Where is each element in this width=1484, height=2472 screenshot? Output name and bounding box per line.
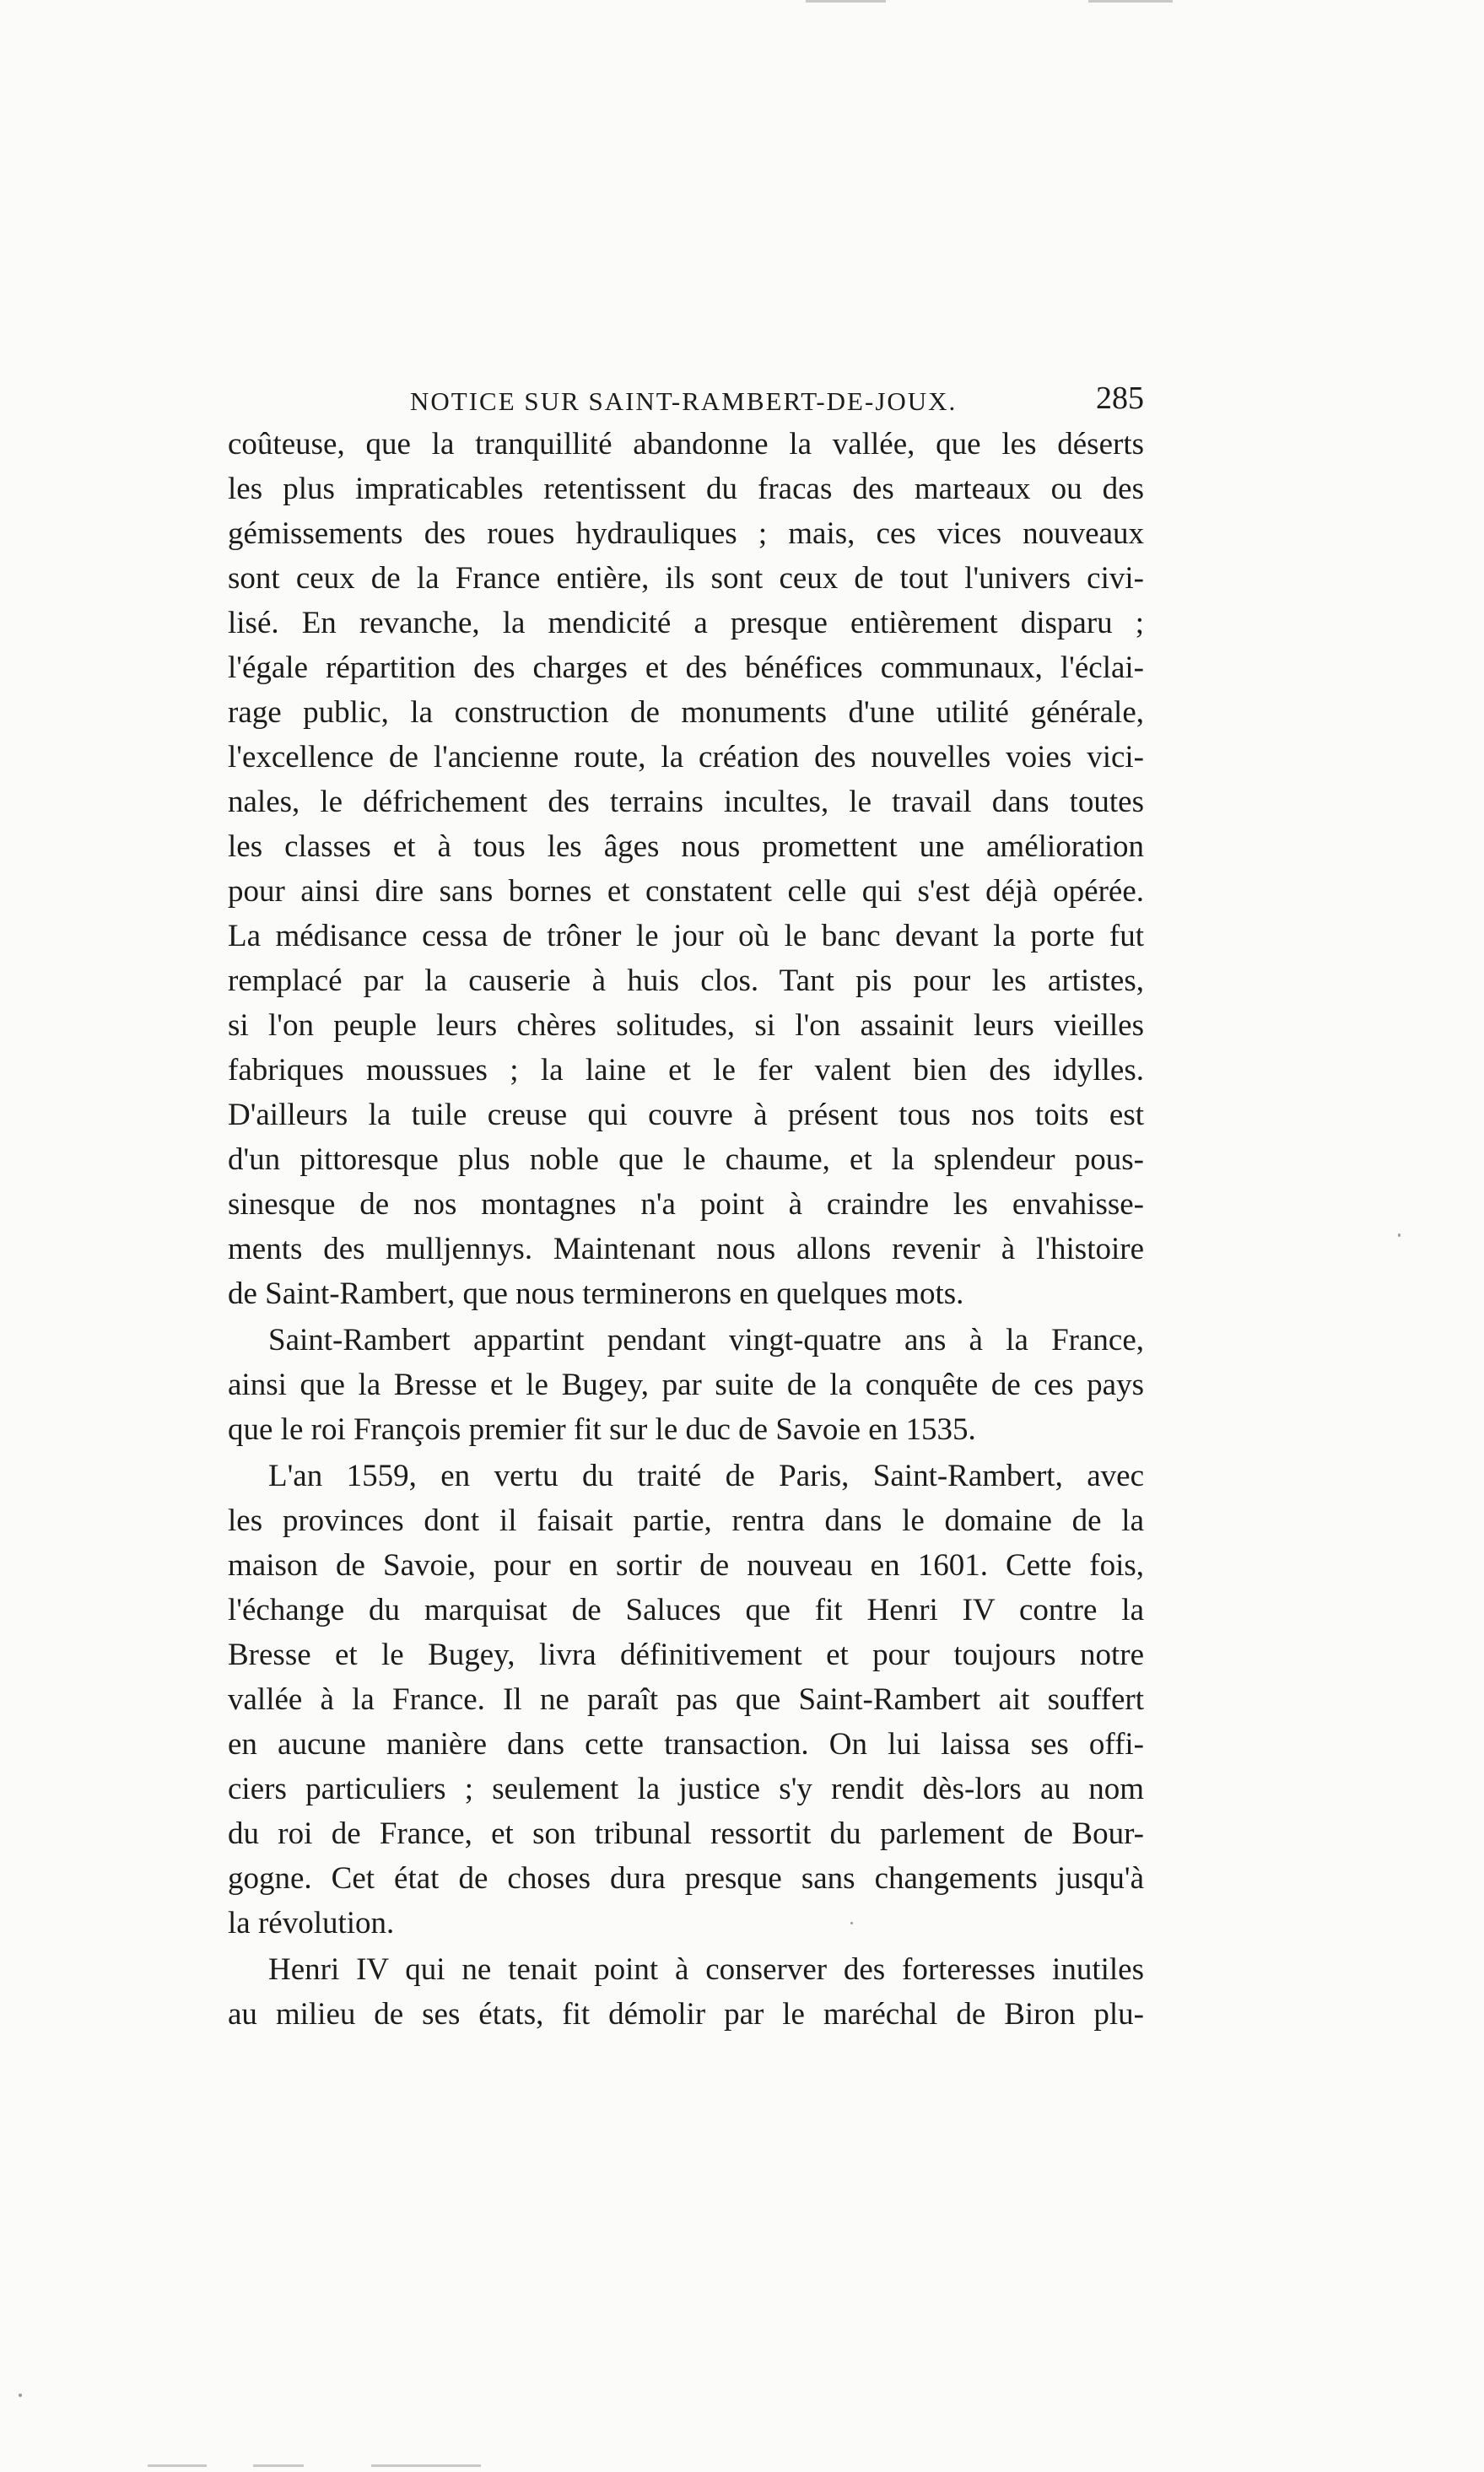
text-line: fabriques moussues ; la laine et le fer valent bien des idylles.	[228, 1053, 1144, 1088]
text-line: vallée à la France. Il ne paraît pas que Saint-Rambert ait souffert	[228, 1682, 1144, 1717]
text-line: en aucune manière dans cette transaction. On lui laissa ses offi-	[228, 1727, 1144, 1762]
running-head	[228, 380, 1144, 422]
text-line: Henri IV qui ne tenait point à conserver des forteresses inutiles	[268, 1952, 1144, 1987]
text-line: nales, le défrichement des terrains incultes, le travail dans toutes	[228, 785, 1144, 819]
text-line: l'échange du marquisat de Saluces que fit Henri IV contre la	[228, 1593, 1144, 1627]
running-title: NOTICE SUR SAINT-RAMBERT-DE-JOUX.	[410, 386, 958, 416]
text-line: les classes et à tous les âges nous promettent une amélioration	[228, 829, 1144, 864]
scan-edge-mark-top-1	[806, 0, 886, 3]
text-line: sinesque de nos montagnes n'a point à craindre les envahisse-	[228, 1187, 1144, 1222]
text-line: d'un pittoresque plus noble que le chaume, et la splendeur pous-	[228, 1142, 1144, 1177]
scan-edge-mark-top-2	[1088, 0, 1173, 3]
scan-edge-mark-bottom-1	[148, 2464, 207, 2467]
text-line: D'ailleurs la tuile creuse qui couvre à présent tous nos toits est	[228, 1098, 1144, 1132]
text-line: gémissements des roues hydrauliques ; mais, ces vices nouveaux	[228, 516, 1144, 551]
text-line: ainsi que la Bresse et le Bugey, par suite de la conquête de ces pays	[228, 1368, 1144, 1402]
text-line: lisé. En revanche, la mendicité a presque entièrement disparu ;	[228, 606, 1144, 640]
text-line: ments des mulljennys. Maintenant nous allons revenir à l'histoire	[228, 1232, 1144, 1266]
paragraph	[228, 1454, 1144, 1946]
paragraph	[228, 1947, 1144, 2037]
text-line: coûteuse, que la tranquillité abandonne la vallée, que les déserts	[228, 427, 1144, 461]
body-text	[228, 422, 1144, 2037]
text-line: que le roi François premier fit sur le duc de Savoie en 1535.	[228, 1412, 976, 1447]
paragraph	[228, 1318, 1144, 1452]
text-line: sont ceux de la France entière, ils sont ceux de tout l'univers civi-	[228, 561, 1144, 596]
text-line: la révolution.	[228, 1906, 395, 1940]
text-line: ciers particuliers ; seulement la justice s'y rendit dès-lors au nom	[228, 1772, 1144, 1806]
text-line: La médisance cessa de trôner le jour où le banc devant la porte fut	[228, 919, 1144, 953]
text-line: si l'on peuple leurs chères solitudes, si l'on assainit leurs vieilles	[228, 1008, 1144, 1043]
text-line: L'an 1559, en vertu du traité de Paris, Saint-Rambert, avec	[268, 1459, 1144, 1493]
text-line: Bresse et le Bugey, livra définitivement et pour toujours notre	[228, 1638, 1144, 1672]
scan-speck	[1398, 1233, 1400, 1237]
text-line: de Saint-Rambert, que nous terminerons en quelques mots.	[228, 1276, 964, 1311]
text-line: les provinces dont il faisait partie, rentra dans le domaine de la	[228, 1503, 1144, 1538]
text-line: maison de Savoie, pour en sortir de nouveau en 1601. Cette fois,	[228, 1548, 1144, 1583]
scan-speck	[19, 2394, 22, 2397]
text-line: rage public, la construction de monuments d'une utilité générale,	[228, 695, 1144, 730]
text-line: l'excellence de l'ancienne route, la création des nouvelles voies vici-	[228, 740, 1144, 775]
text-line: remplacé par la causerie à huis clos. Tant pis pour les artistes,	[228, 963, 1144, 998]
scan-edge-mark-bottom-3	[371, 2464, 481, 2467]
paragraph	[228, 422, 1144, 1316]
book-page	[228, 380, 1144, 2037]
text-line: gogne. Cet état de choses dura presque sans changements jusqu'à	[228, 1861, 1144, 1896]
text-line: Saint-Rambert appartint pendant vingt-quatre ans à la France,	[268, 1323, 1144, 1357]
text-line: les plus impraticables retentissent du fracas des marteaux ou des	[228, 472, 1144, 506]
text-line: au milieu de ses états, fit démolir par le maréchal de Biron plu-	[228, 1997, 1144, 2032]
page-number: 285	[1096, 381, 1144, 416]
text-line: pour ainsi dire sans bornes et constatent celle qui s'est déjà opérée.	[228, 874, 1144, 909]
text-line: l'égale répartition des charges et des bénéfices communaux, l'éclai-	[228, 650, 1144, 685]
text-line: du roi de France, et son tribunal ressortit du parlement de Bour-	[228, 1816, 1144, 1851]
scan-edge-mark-bottom-2	[253, 2464, 304, 2467]
